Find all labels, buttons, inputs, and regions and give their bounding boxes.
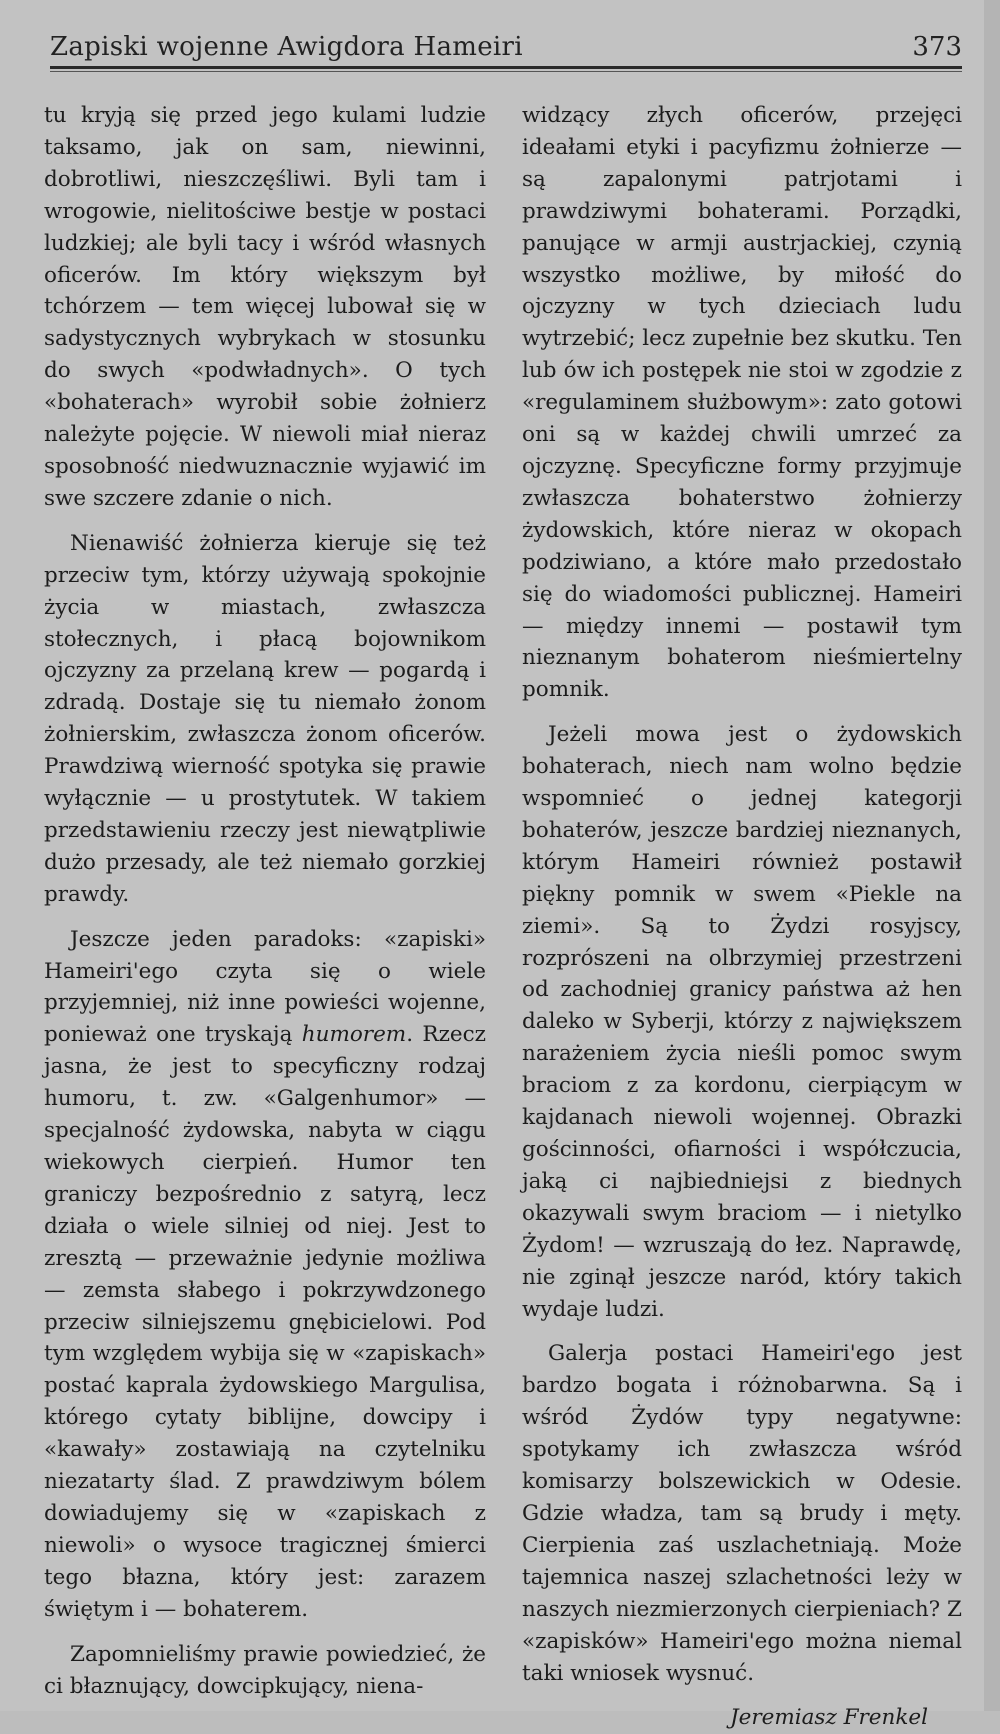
header-rule [50, 66, 962, 69]
right-paragraph-3: Galerja postaci Hameiri'ego jest bardzo bogata i różnobarwna. Są i wśród Żydów typy negatywne: spotykamy ich zwłaszcza wśród komisarzy bolszewickich w Odesie. Gdzie władza, tam są brudy i męty. Cierpienia zaś uszlachetniają. Może tajemnica naszej szlachetności leży w naszych niezmierzonych cierpieniach? Z «zapisków» Hameiri'ego można niemal taki wniosek wysnuć. [522, 1341, 962, 1686]
left-paragraph-2: Nienawiść żołnierza kieruje się też przeciw tym, którzy używają spokojnie życia w miastach, zwłaszcza stołecznych, i płacą bojownikom ojczyzny za przelaną krew — pogardą i zdradą. Dostaje się tu niemało żonom żołnierskim, zwłaszcza żonom oficerów. Prawdziwą wierność spotyka się prawie wyłącznie — u prostytutek. W takiem przedstawieniu rzeczy jest niewątpliwie dużo przesady, ale też niemało gorzkiej prawdy. [44, 530, 486, 907]
left-paragraph-1: tu kryją się przed jego kulami ludzie taksamo, jak on sam, niewinni, dobrotliwi, nieszczęśliwi. Byli tam i wrogowie, nielitościwe bestje w postaci ludzkiej; ale byli tacy i wśród własnych oficerów. Im który większym był tchórzem — tem więcej lubował się w sadystycznych wybrykach w stosunku do swych «podwładnych». O tych «bohaterach» wyrobił sobie żołnierz należyte pojęcie. W niewoli miał nieraz sposobność niedwuznacznie wyjawić im swe szczere zdanie o nich. [44, 103, 486, 511]
right-paragraph-1: widzący złych oficerów, przejęci ideałami etyki i pacyfizmu żołnierze — są zapalonymi patrjotami i prawdziwymi bohaterami. Porządki, panujące w armji austrjackiej, czynią wszystko możliwe, by miłość do ojczyzny w tych dzieciach ludu wytrzebić; lecz zupełnie bez skutku. Ten lub ów ich postępek nie stoi w zgodzie z «regulaminem służbowym»: zato gotowi oni są w każdej chwili umrzeć za ojczyznę. Specyficzne formy przyjmuje zwłaszcza bohaterstwo żołnierzy żydowskich, które nieraz w okopach podziwiano, a które mało przedostało się do wiadomości publicznej. Hameiri — między innemi — postawił tym nieznanym bohaterom nieśmiertelny pomnik. [522, 103, 962, 703]
italic-emphasis: humorem [301, 1022, 407, 1048]
left-paragraph-3: Jeszcze jeden paradoks: «zapiski» Hameiri'ego czyta się o wiele przyjemniej, niż inne powieści wojenne, ponieważ one tryskają humorem. Rzecz jasna, że jest to specyficzny rodzaj humoru, t. zw. «Galgenhumor» — specjalność żydowska, nabyta w ciągu wiekowych cierpień. Humor ten graniczy bezpośrednio z satyrą, lecz działa o wiele silniej od niej. Jest to zresztą — przeważnie jedynie możliwa — zemsta słabego i pokrzywdzonego przeciw silniejszemu gnębicielowi. Pod tym względem wybija się w «zapiskach» postać kaprala żydowskiego Margulisa, którego cytaty biblijne, dowcipy i «kawały» zostawiają na czytelniku niezatarty ślad. Z prawdziwym bólem dowiadujemy się w «zapiskach z niewoli» o wysoce tragicznej śmierci tego błazna, który jest: zarazem świętym i — bohaterem. [44, 926, 486, 1622]
running-title: Zapiski wojenne Awigdora Hameiri [50, 32, 523, 62]
facing-page-edge [984, 0, 1000, 1711]
page-number: 373 [912, 32, 962, 62]
left-paragraph-4: Zapomnieliśmy prawie powiedzieć, że ci błaznujący, dowcipkujący, niena- [44, 1641, 486, 1699]
left-column [44, 100, 486, 1702]
right-column [522, 100, 962, 1734]
page-header [50, 32, 962, 66]
author-signature: Jeremiasz Frenkel [729, 1705, 928, 1731]
header-rule-thin [50, 71, 962, 72]
right-paragraph-2: Jeżeli mowa jest o żydowskich bohaterach, niech nam wolno będzie wspomnieć o jednej kategorji bohaterów, jeszcze bardziej nieznanych, którym Hameiri również postawił piękny pomnik w swem «Piekle na ziemi». Są to Żydzi rosyjscy, rozprószeni na olbrzymiej przestrzeni od zachodniej granicy państwa aż hen daleko w Syberji, którzy z największem narażeniem życia nieśli pomoc swym braciom z za kordonu, cierpiącym w kajdanach niewoli wojennej. Obrazki gościnności, ofiarności i współczucia, jaką ci najbiedniejsi z biednych okazywali swym braciom — i nietylko Żydom! — wzruszają do łez. Naprawdę, nie zginął jeszcze naród, który takich wydaje ludzi. [522, 722, 962, 1322]
